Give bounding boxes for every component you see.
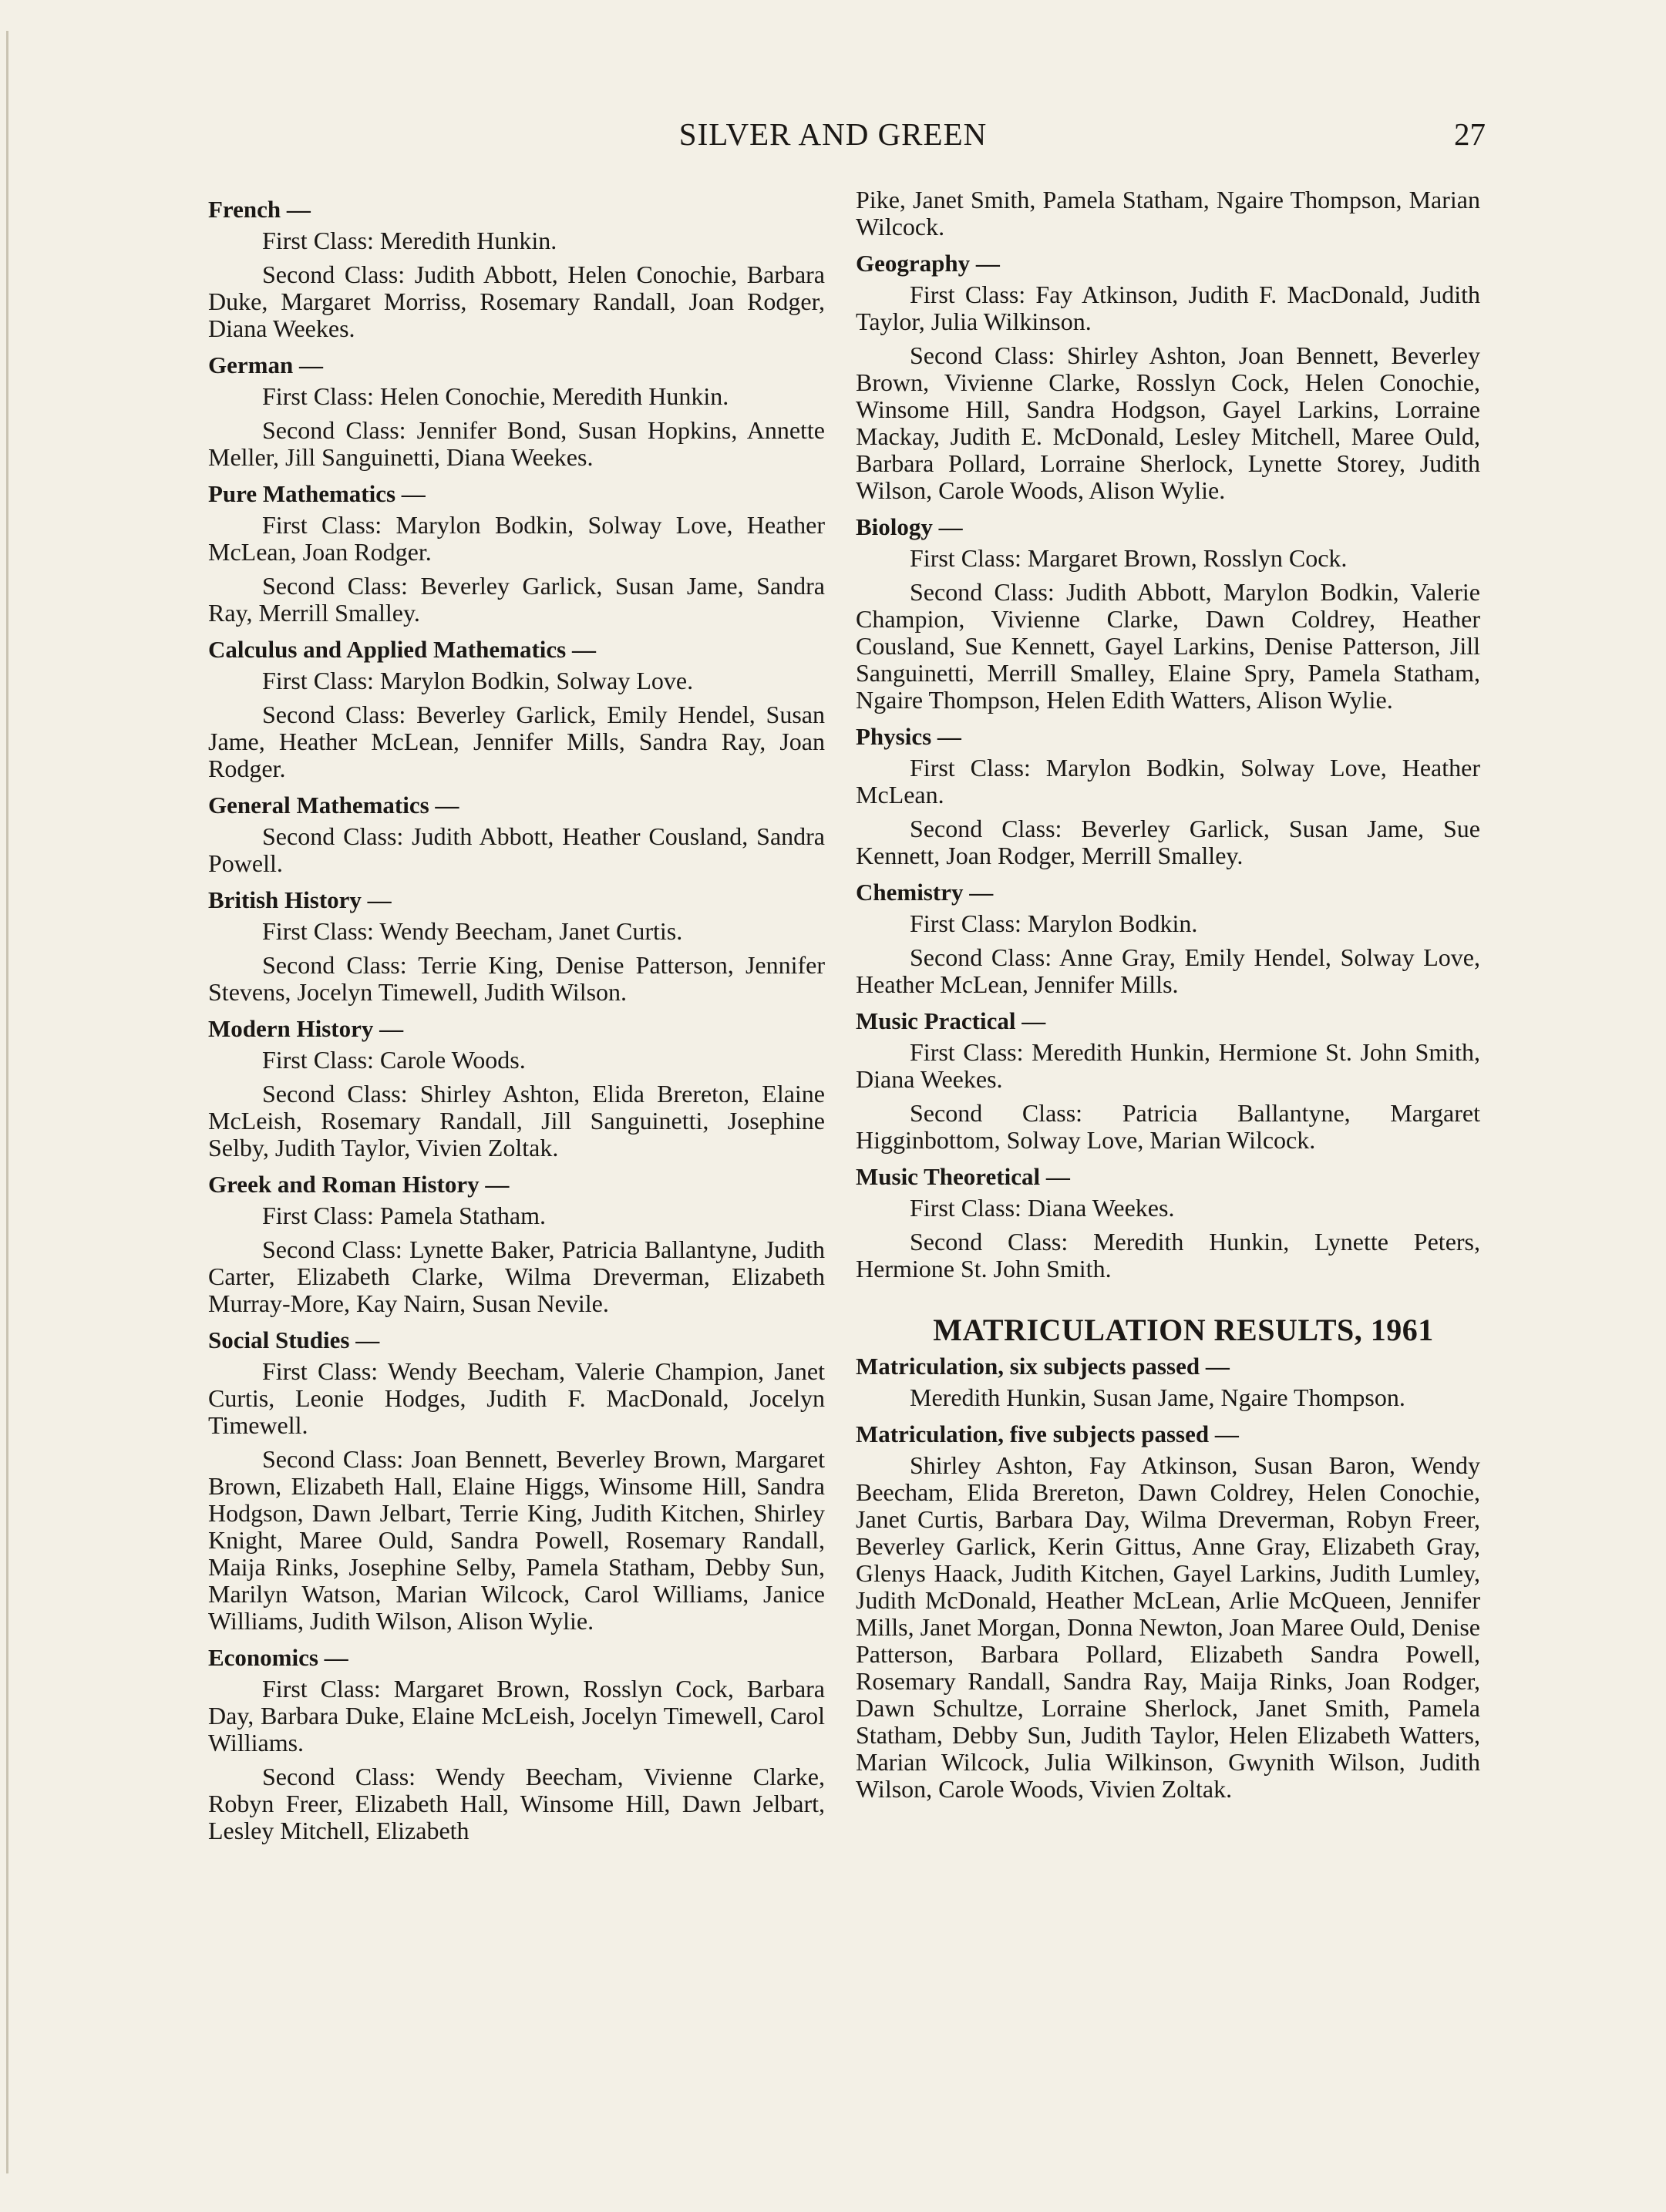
section-heading: Pure Mathematics — (208, 480, 426, 507)
section-music-practical (856, 1007, 1480, 1154)
section-heading: Biology — (856, 513, 963, 540)
result-entry: Second Class: Patricia Ballantyne, Margaret Higginbottom, Solway Love, Marian Wilcock. (856, 1099, 1480, 1154)
section-matric-five (856, 1420, 1480, 1803)
section-matric-six (856, 1353, 1480, 1411)
result-entry: First Class: Marylon Bodkin, Solway Love. (262, 667, 694, 694)
section-heading: Modern History — (208, 1015, 404, 1042)
result-entry: First Class: Wendy Beecham, Janet Curtis. (262, 917, 683, 945)
result-entry: Second Class: Beverley Garlick, Emily Hendel, Susan Jame, Heather McLean, Jennifer Mills, Sandra Ray, Joan Rodger. (208, 701, 825, 782)
result-entry: First Class: Margaret Brown, Rosslyn Cock, Barbara Day, Barbara Duke, Elaine McLeish, Jocelyn Timewell, Carol Williams. (208, 1675, 825, 1756)
section-heading: Social Studies — (208, 1326, 380, 1353)
economics-continuation: Pike, Janet Smith, Pamela Statham, Ngaire Thompson, Marian Wilcock. (856, 186, 1480, 240)
section-heading: Music Practical — (856, 1007, 1046, 1034)
page-number: 27 (1454, 116, 1486, 152)
section-pure-mathematics (208, 480, 825, 627)
section-heading: Greek and Roman History — (208, 1171, 510, 1198)
result-entry: Second Class: Jennifer Bond, Susan Hopkins, Annette Meller, Jill Sanguinetti, Diana Weekes. (208, 416, 825, 471)
left-column (208, 187, 825, 1851)
section-heading: French — (208, 196, 311, 223)
result-entry: Second Class: Lynette Baker, Patricia Ballantyne, Judith Carter, Elizabeth Clarke, Wilma Dreverman, Elizabeth Murray-More, Kay Nairn, Susan Nevile. (208, 1235, 825, 1317)
result-entry: First Class: Marylon Bodkin, Solway Love, Heather McLean, Joan Rodger. (208, 511, 825, 566)
result-entry: Second Class: Shirley Ashton, Elida Brereton, Elaine McLeish, Rosemary Randall, Jill Sanguinetti, Josephine Selby, Judith Taylor, Vivien Zoltak. (208, 1080, 825, 1161)
result-entry: Second Class: Meredith Hunkin, Lynette Peters, Hermione St. John Smith. (856, 1228, 1480, 1282)
section-heading: General Mathematics — (208, 792, 459, 819)
section-heading: Calculus and Applied Mathematics — (208, 636, 596, 663)
result-entry: First Class: Marylon Bodkin, Solway Love, Heather McLean. (856, 754, 1480, 808)
section-calculus (208, 636, 825, 782)
result-entry: First Class: Helen Conochie, Meredith Hunkin. (262, 382, 729, 410)
result-entry: First Class: Margaret Brown, Rosslyn Cock. (910, 544, 1348, 572)
section-heading: Music Theoretical — (856, 1163, 1070, 1190)
result-entry: First Class: Marylon Bodkin. (910, 909, 1198, 937)
section-heading: Physics — (856, 723, 961, 750)
result-entry: Second Class: Terrie King, Denise Patterson, Jennifer Stevens, Jocelyn Timewell, Judith Wilson. (208, 951, 825, 1006)
page-edge (6, 31, 8, 2173)
result-entry: First Class: Fay Atkinson, Judith F. MacDonald, Judith Taylor, Julia Wilkinson. (856, 281, 1480, 335)
result-entry: First Class: Meredith Hunkin. (262, 227, 557, 254)
result-entry: First Class: Diana Weekes. (910, 1194, 1175, 1222)
result-entry: First Class: Carole Woods. (262, 1046, 526, 1074)
result-entry: Shirley Ashton, Fay Atkinson, Susan Baron, Wendy Beecham, Elida Brereton, Dawn Coldrey, Helen Conochie, Janet Curtis, Barbara Day, Wilma Dreverman, Robyn Freer, Beverley Garlick, Kerin Gittus, Anne Gray, Elizabeth Gray, Glenys Haack, Judith Kitchen, Gayel Larkins, Judith Lumley, Judith McDonald, Heather McLean, Arlie McQueen, Jennifer Mills, Janet Morgan, Donna Newton, Joan Maree Ould, Denise Patterson, Barbara Pollard, Elizabeth Sandra Powell, Rosemary Randall, Sandra Ray, Maija Rinks, Joan Rodger, Dawn Schultze, Lorraine Sherlock, Janet Smith, Pamela Statham, Debby Sun, Judith Taylor, Helen Elizabeth Watters, Marian Wilcock, Julia Wilkinson, Gwynith Wilson, Judith Wilson, Carole Woods, Vivien Zoltak. (856, 1451, 1480, 1803)
section-heading: Economics — (208, 1644, 348, 1671)
result-entry: First Class: Meredith Hunkin, Hermione St. John Smith, Diana Weekes. (856, 1038, 1480, 1093)
section-heading: Chemistry — (856, 879, 994, 906)
result-entry: First Class: Pamela Statham. (262, 1202, 546, 1229)
section-social-studies (208, 1326, 825, 1635)
section-economics (208, 1644, 825, 1844)
section-geography (856, 250, 1480, 504)
section-heading: British History — (208, 886, 392, 913)
result-entry: Second Class: Joan Bennett, Beverley Brown, Margaret Brown, Elizabeth Hall, Elaine Higgs, Winsome Hill, Sandra Hodgson, Dawn Jelbart, Terrie King, Judith Kitchen, Shirley Knight, Maree Ould, Sandra Powell, Rosemary Randall, Maija Rinks, Josephine Selby, Pamela Statham, Debby Sun, Marilyn Watson, Marian Wilcock, Carol Williams, Janice Williams, Judith Wilson, Alison Wylie. (208, 1445, 825, 1635)
result-entry: Second Class: Wendy Beecham, Vivienne Clarke, Robyn Freer, Elizabeth Hall, Winsome Hill, Dawn Jelbart, Lesley Mitchell, Elizabeth (208, 1763, 825, 1844)
result-entry: Second Class: Beverley Garlick, Susan Jame, Sandra Ray, Merrill Smalley. (208, 572, 825, 627)
section-french (208, 196, 825, 342)
result-entry: Second Class: Shirley Ashton, Joan Bennett, Beverley Brown, Vivienne Clarke, Rosslyn Cock, Helen Conochie, Winsome Hill, Sandra Hodgson, Gayel Larkins, Lorraine Mackay, Judith E. McDonald, Lesley Mitchell, Maree Ould, Barbara Pollard, Lorraine Sherlock, Lynette Storey, Judith Wilson, Carole Woods, Alison Wylie. (856, 341, 1480, 504)
section-heading: Matriculation, six subjects passed — (856, 1353, 1230, 1380)
section-physics (856, 723, 1480, 869)
result-entry: Second Class: Beverley Garlick, Susan Jame, Sue Kennett, Joan Rodger, Merrill Smalley. (856, 815, 1480, 869)
right-column (856, 187, 1480, 1810)
section-heading: Geography — (856, 250, 1000, 277)
result-entry: Meredith Hunkin, Susan Jame, Ngaire Thompson. (910, 1383, 1405, 1411)
result-entry: Second Class: Judith Abbott, Heather Cousland, Sandra Powell. (208, 822, 825, 877)
result-entry: First Class: Wendy Beecham, Valerie Champion, Janet Curtis, Leonie Hodges, Judith F. MacDonald, Jocelyn Timewell. (208, 1357, 825, 1439)
section-general-mathematics (208, 792, 825, 877)
section-heading: Matriculation, five subjects passed — (856, 1420, 1239, 1447)
result-entry: Second Class: Judith Abbott, Marylon Bodkin, Valerie Champion, Vivienne Clarke, Dawn Coldrey, Heather Cousland, Sue Kennett, Gayel Larkins, Denise Patterson, Jill Sanguinetti, Merrill Smalley, Elaine Spry, Pamela Statham, Ngaire Thompson, Helen Edith Watters, Alison Wylie. (856, 578, 1480, 714)
section-british-history (208, 886, 825, 1006)
section-music-theoretical (856, 1163, 1480, 1282)
result-entry: Second Class: Judith Abbott, Helen Conochie, Barbara Duke, Margaret Morriss, Rosemary Randall, Joan Rodger, Diana Weekes. (208, 261, 825, 342)
result-entry: Second Class: Anne Gray, Emily Hendel, Solway Love, Heather McLean, Jennifer Mills. (856, 943, 1480, 998)
section-chemistry (856, 879, 1480, 998)
section-german (208, 351, 825, 471)
section-biology (856, 513, 1480, 714)
section-greek-roman-history (208, 1171, 825, 1317)
section-modern-history (208, 1015, 825, 1161)
matriculation-title: MATRICULATION RESULTS, 1961 (933, 1313, 1434, 1347)
section-heading: German — (208, 351, 323, 378)
running-header: SILVER AND GREEN (678, 116, 988, 152)
